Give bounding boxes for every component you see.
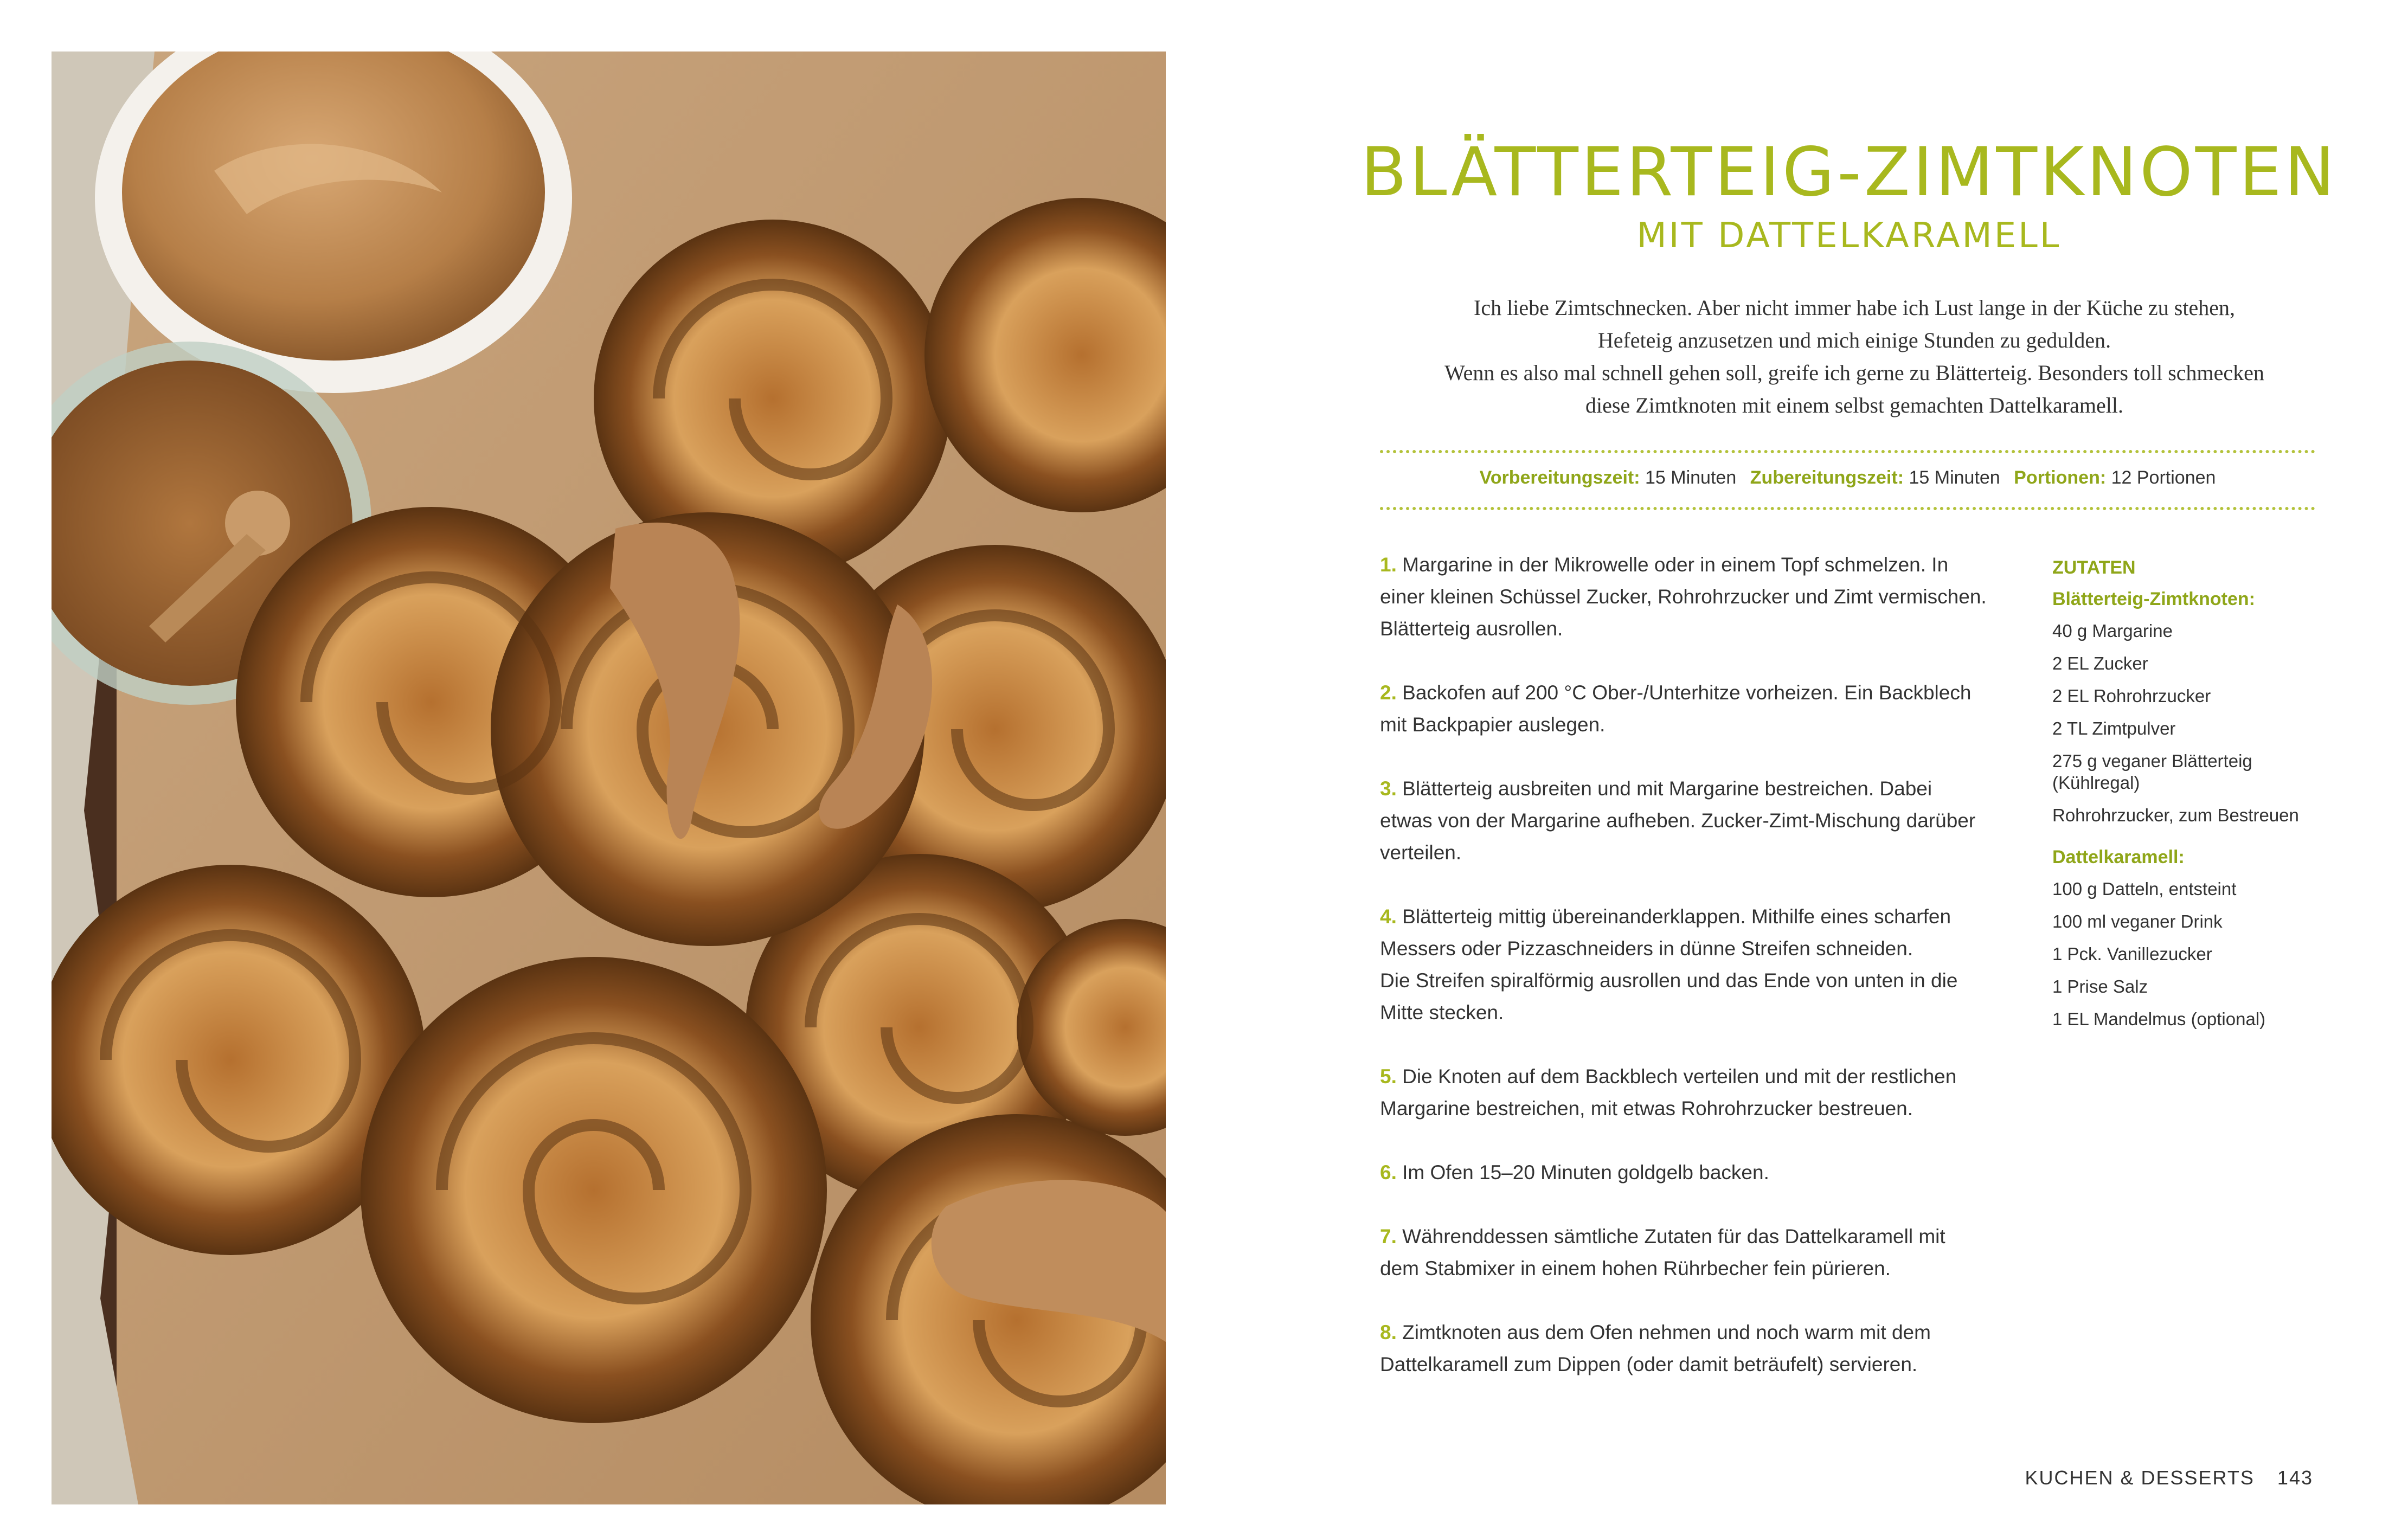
step-5: 5. Die Knoten auf dem Backblech verteilen und mit der restlichen Margarine bestreichen, mit etwas Rohrohrzucker bestreuen. [1380,1065,1957,1120]
intro-line: Ich liebe Zimtschnecken. Aber nicht immer habe ich Lust lange in der Küche zu stehen, [1474,295,2235,320]
ingredient-item: Rohrohrzucker, zum Bestreuen [2052,805,2299,825]
instruction-steps [1380,549,2020,1412]
intro-paragraph [1377,292,2332,422]
ingredient-item: 100 ml veganer Drink [2052,911,2223,931]
recipe-subtitle: MIT DATTELKARAMELL [1636,216,2062,256]
ingredient-item: 1 Pck. Vanillezucker [2052,944,2212,964]
section-name: KUCHEN & DESSERTS [2025,1467,2255,1489]
prep-time: Vorbereitungszeit: 15 Minuten [1479,467,1737,488]
step-2: 2. Backofen auf 200 °C Ober-/Unterhitze vorheizen. Ein Backblech mit Backpapier auslegen. [1380,681,1972,736]
ingredient-item: 1 EL Mandelmus (optional) [2052,1009,2266,1029]
page-footer [2025,1467,2313,1489]
ingredients-list [2052,552,2334,1036]
portions: Portionen: 12 Portionen [2014,467,2216,488]
ingredient-item: 2 TL Zimtpulver [2052,718,2176,738]
ingredient-item: 1 Prise Salz [2052,976,2148,996]
ingredient-item: 275 g veganer Blätterteig (Kühlregal) [2052,751,2252,793]
page-number: 143 [2277,1467,2313,1489]
step-7: 7. Währenddessen sämtliche Zutaten für das Dattelkaramell mit dem Stabmixer in einem hohen Rührbecher fein pürieren. [1380,1225,1945,1279]
ingredients-section-title: Blätterteig-Zimtknoten: [2052,589,2255,609]
ingredient-item: 2 EL Rohrohrzucker [2052,686,2211,706]
intro-line: diese Zimtknoten mit einem selbst gemachten Dattelkaramell. [1585,393,2123,417]
ingredient-item: 2 EL Zucker [2052,653,2148,673]
ingredients-section-title: Dattelkaramell: [2052,847,2185,867]
cook-time: Zubereitungszeit: 15 Minuten [1750,467,2000,488]
ingredient-item: 40 g Margarine [2052,621,2173,641]
step-3: 3. Blätterteig ausbreiten und mit Margarine bestreichen. Dabei etwas von der Margarine aufheben. Zucker-Zimt-Mischung darüber verteilen. [1380,777,1976,864]
recipe-title: BLÄTTERTEIG-ZIMTKNOTEN [1360,133,2338,211]
dotted-divider-bottom [1380,507,2315,510]
recipe-meta [1380,467,2315,488]
step-8: 8. Zimtknoten aus dem Ofen nehmen und noch warm mit dem Dattelkaramell zum Dippen (oder damit beträufelt) servieren. [1380,1321,1931,1375]
dotted-divider-top [1380,450,2315,453]
intro-line: Wenn es also mal schnell gehen soll, greife ich gerne zu Blätterteig. Besonders toll schmecken [1444,361,2264,385]
step-4: 4. Blätterteig mittig übereinanderklappen. Mithilfe eines scharfen Messers oder Pizzaschneiders in dünne Streifen schneiden. Die Streifen spiralförmig ausrollen und das Ende von unten in die Mitte stecken. [1380,905,1958,1024]
step-6: 6. Im Ofen 15–20 Minuten goldgelb backen. [1380,1161,1769,1184]
step-1: 1. Margarine in der Mikrowelle oder in einem Topf schmelzen. In einer kleinen Schüssel Zucker, Rohrohrzucker und Zimt vermischen. Blätterteig ausrollen. [1380,554,1987,640]
intro-line: Hefeteig anzusetzen und mich einige Stunden zu gedulden. [1597,328,2111,352]
ingredients-heading: ZUTATEN [2052,557,2136,578]
recipe-photo [52,52,1166,1504]
ingredient-item: 100 g Datteln, entsteint [2052,879,2237,899]
